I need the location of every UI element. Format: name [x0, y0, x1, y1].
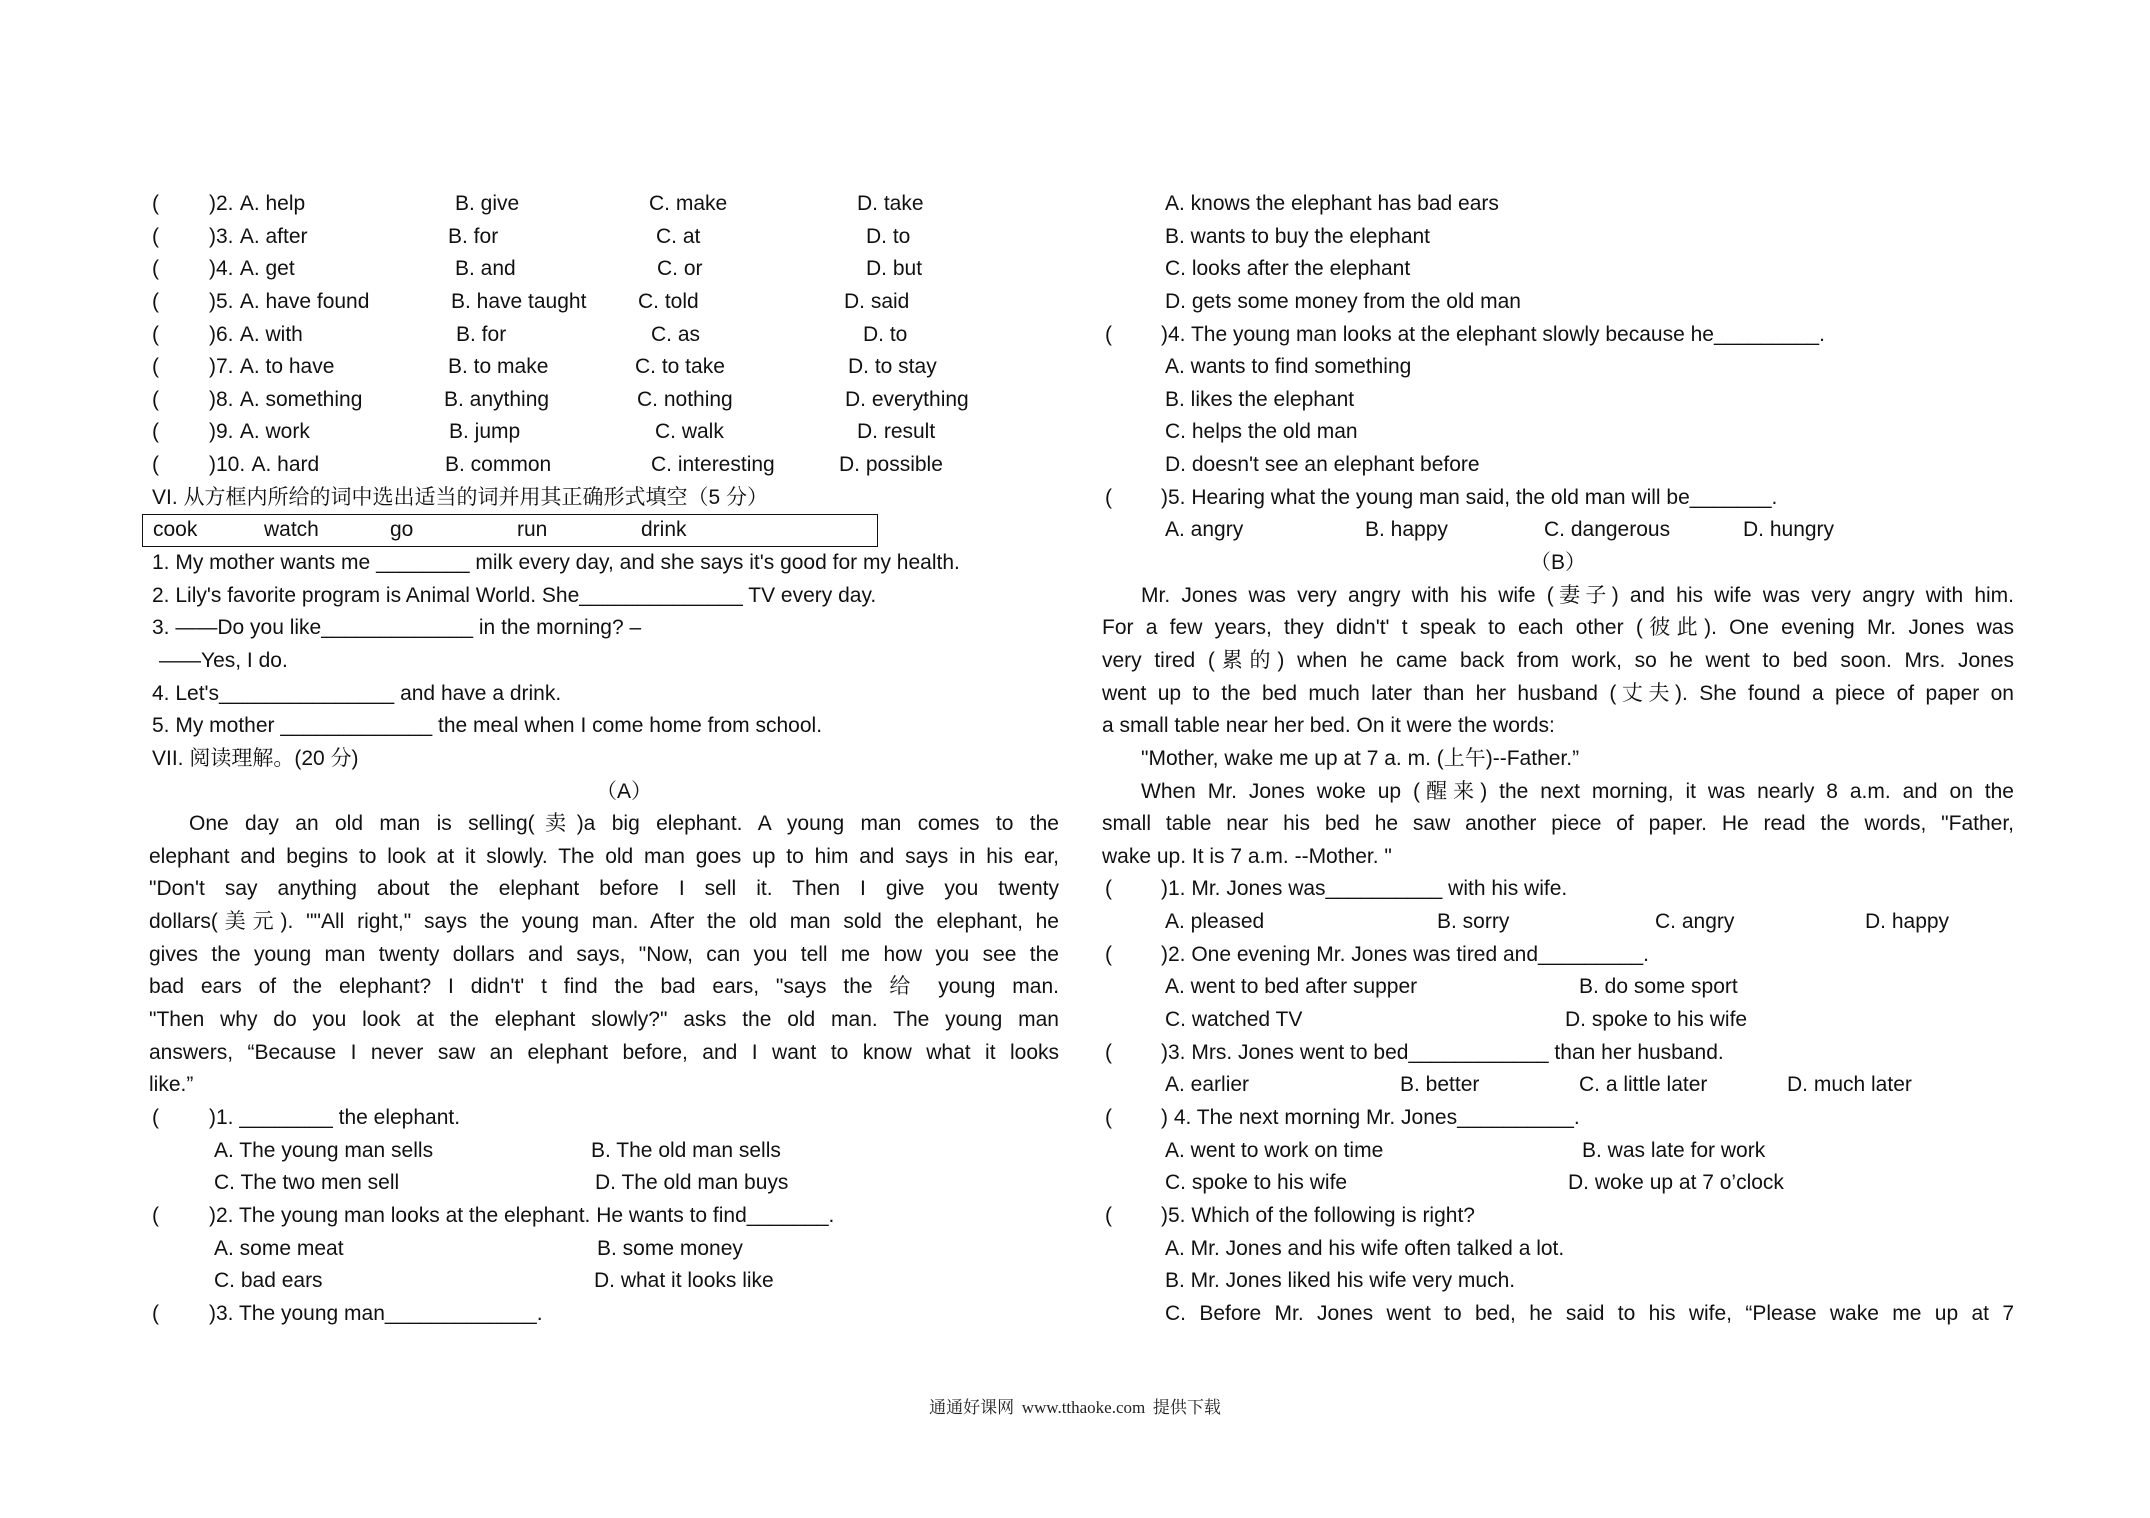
passage-line — [149, 1069, 1059, 1102]
option-d: D. doesn't see an elephant before — [1165, 453, 1480, 477]
option-c: C. Before Mr. Jones went to bed, he said to his wife, “Please wake me up at 7 — [1165, 1301, 2014, 1325]
word-box — [142, 514, 878, 547]
passage-label: （B） — [1529, 551, 1586, 575]
option-d: D. woke up at 7 o’clock — [1568, 1171, 1784, 1195]
question-text: )5. Hearing what the young man said, the old man will be_______. — [1161, 485, 1778, 509]
option-a: A. some meat — [214, 1236, 344, 1260]
option-c: C. as — [651, 322, 701, 346]
question-text: )3. Mrs. Jones went to bed____________ than her husband. — [1161, 1040, 1724, 1064]
passage-line-text: "Mother, wake me up at 7 a. m. (上午)--Father.” — [1141, 746, 1580, 770]
fill-blank-item: 3. ——Do you like_____________ in the morning? – — [152, 616, 642, 640]
option-b: B. have taught — [451, 289, 587, 313]
passage-line: "Don't say anything about the elephant before I sell it. Then I give you twenty — [149, 877, 1059, 901]
answer-paren: ( — [1105, 1203, 1112, 1227]
option-b: B. for — [456, 322, 507, 346]
passage-line: "Then why do you look at the elephant slowly?" asks the old man. The young man — [149, 1008, 1059, 1032]
cloze-row — [149, 221, 1059, 254]
option-c: C. a little later — [1579, 1073, 1708, 1097]
answer-paren: ( — [152, 322, 159, 346]
cloze-row — [149, 351, 1059, 384]
option-b: B. likes the elephant — [1165, 387, 1355, 411]
option-row — [1102, 1167, 2014, 1200]
passage-line — [1102, 841, 2014, 874]
option-row — [149, 1233, 1059, 1266]
question-number: )9. — [209, 420, 234, 444]
option-b: B. do some sport — [1579, 975, 1738, 999]
option-row — [149, 1135, 1059, 1168]
word-box-word: run — [517, 518, 548, 542]
option-b: B. better — [1400, 1073, 1480, 1097]
question-number-and-option-a — [209, 449, 319, 482]
option-b: B. and — [455, 257, 516, 281]
option-a: A. wants to find something — [1165, 355, 1412, 379]
question-text: )1. Mr. Jones was__________ with his wife. — [1161, 877, 1568, 901]
question-stem — [1102, 319, 2014, 352]
option-a: A. went to bed after supper — [1165, 975, 1418, 999]
option-d: D. to — [863, 322, 908, 346]
option-row — [1102, 1135, 2014, 1168]
cloze-row — [149, 449, 1059, 482]
question-number: )2. — [209, 192, 234, 215]
option-a: A. knows the elephant has bad ears — [1165, 192, 1499, 215]
option-row — [1102, 384, 2014, 417]
option-c: C. make — [649, 192, 728, 215]
option-a: A. help — [239, 192, 306, 215]
cloze-row — [149, 253, 1059, 286]
option-c: C. to take — [635, 355, 725, 379]
option-b: B. anything — [444, 387, 550, 411]
passage-label: （A） — [595, 779, 652, 803]
option-b: B. happy — [1365, 518, 1448, 542]
question-number: )7. — [209, 355, 234, 379]
option-b: B. for — [448, 224, 499, 248]
option-a: A. get — [239, 257, 295, 281]
option-d: D. to stay — [848, 355, 937, 379]
option-row — [149, 1265, 1059, 1298]
question-number: )6. — [209, 322, 234, 346]
option-c: C. angry — [1655, 910, 1735, 934]
answer-paren: ( — [1105, 1040, 1112, 1064]
option-b: B. to make — [448, 355, 549, 379]
answer-paren: ( — [152, 224, 159, 248]
option-d: D. said — [844, 289, 910, 313]
option-b: B. give — [455, 192, 520, 215]
answer-paren: ( — [152, 289, 159, 313]
option-d: D. The old man buys — [595, 1171, 789, 1195]
question-number-and-option-a — [209, 188, 305, 221]
question-number: )5. — [209, 289, 234, 313]
question-number-and-option-a — [209, 221, 308, 254]
option-c: C. told — [638, 289, 699, 313]
question-number-and-option-a — [209, 286, 369, 319]
word-box-word: go — [390, 518, 414, 542]
option-c: C. spoke to his wife — [1165, 1171, 1348, 1195]
option-d: D. happy — [1865, 910, 1950, 934]
question-number-and-option-a — [209, 319, 303, 352]
question-text: )3. The young man_____________. — [209, 1301, 543, 1325]
cloze-row — [149, 416, 1059, 449]
option-d: D. possible — [839, 453, 943, 477]
option-a: A. earlier — [1165, 1073, 1250, 1097]
option-c: C. nothing — [637, 387, 733, 411]
option-row — [1102, 449, 2014, 482]
option-c: C. or — [657, 257, 703, 281]
fill-blank-item: 4. Let's_______________ and have a drink. — [152, 681, 562, 705]
option-b: B. The old man sells — [591, 1138, 781, 1162]
answer-paren: ( — [152, 1203, 159, 1227]
question-stem — [1102, 1037, 2014, 1070]
option-row — [1102, 514, 2014, 547]
cloze-row — [149, 188, 1059, 221]
option-a: A. have found — [239, 289, 370, 313]
option-a: A. Mr. Jones and his wife often talked a lot. — [1165, 1236, 1565, 1260]
option-row — [149, 1167, 1059, 1200]
cloze-row — [149, 384, 1059, 417]
word-box-word: cook — [153, 518, 198, 542]
option-d: D. what it looks like — [594, 1269, 774, 1293]
passage-line — [1102, 743, 2014, 776]
option-b: B. was late for work — [1582, 1138, 1766, 1162]
question-number-and-option-a — [209, 351, 334, 384]
option-d: D. hungry — [1743, 518, 1835, 542]
option-row — [1102, 1265, 2014, 1298]
question-number: )10. — [209, 453, 246, 477]
footer-url: www.tthaoke.com — [1021, 1398, 1146, 1417]
question-stem — [149, 1298, 1059, 1331]
passage-line: bad ears of the elephant? I didn't' t find the bad ears, "says the 给 young man. — [149, 975, 1059, 999]
question-stem — [1102, 482, 2014, 515]
question-stem — [1102, 873, 2014, 906]
question-stem — [149, 1102, 1059, 1135]
question-text: )1. ________ the elephant. — [209, 1105, 461, 1129]
option-d: D. much later — [1787, 1073, 1912, 1097]
option-c: C. helps the old man — [1165, 420, 1358, 444]
answer-paren: ( — [152, 1105, 159, 1129]
passage-line: went up to the bed much later than her husband (丈夫). She found a piece of paper on — [1102, 681, 2014, 705]
option-row — [1102, 1004, 2014, 1037]
answer-paren: ( — [152, 387, 159, 411]
left-column — [149, 188, 1059, 1330]
option-d: D. to — [866, 224, 911, 248]
option-b: B. wants to buy the elephant — [1165, 224, 1431, 248]
option-row — [1102, 971, 2014, 1004]
option-a: A. with — [239, 322, 303, 346]
answer-paren: ( — [1105, 942, 1112, 966]
word-box-word: drink — [641, 518, 687, 542]
question-text: )4. The young man looks at the elephant slowly because he_________. — [1161, 322, 1825, 346]
cloze-row — [149, 319, 1059, 352]
passage-line: elephant and begins to look at it slowly. The old man goes up to him and says in his ear, — [149, 844, 1059, 868]
option-c: C. bad ears — [214, 1269, 323, 1293]
option-c: C. The two men sell — [214, 1171, 400, 1195]
cloze-row — [149, 286, 1059, 319]
option-d: D. but — [866, 257, 923, 281]
option-c: C. interesting — [651, 453, 775, 477]
word-box-row — [149, 514, 1059, 547]
option-row — [1102, 253, 2014, 286]
option-a: A. to have — [239, 355, 335, 379]
fill-blank-item: 5. My mother _____________ the meal when I come home from school. — [152, 714, 823, 738]
right-column — [1102, 188, 2014, 1330]
option-b: B. Mr. Jones liked his wife very much. — [1165, 1269, 1516, 1293]
option-b: B. sorry — [1437, 910, 1510, 934]
option-a: A. hard — [251, 453, 320, 477]
question-text: )5. Which of the following is right? — [1161, 1203, 1475, 1227]
option-c: C. watched TV — [1165, 1008, 1303, 1032]
answer-paren: ( — [152, 420, 159, 444]
answer-paren: ( — [152, 192, 159, 215]
option-row — [1102, 1069, 2014, 1102]
answer-paren: ( — [152, 257, 159, 281]
option-row — [1102, 906, 2014, 939]
option-row — [1102, 416, 2014, 449]
option-a: A. something — [239, 387, 363, 411]
passage-line: Mr. Jones was very angry with his wife (妻子) and his wife was very angry with him. — [1141, 583, 2014, 607]
option-a: A. work — [239, 420, 310, 444]
question-number: )3. — [209, 224, 234, 248]
footer-site-name: 通通好课网 — [929, 1398, 1015, 1417]
option-b: B. some money — [597, 1236, 743, 1260]
option-row — [1102, 351, 2014, 384]
option-d: D. result — [857, 420, 936, 444]
answer-paren: ( — [1105, 322, 1112, 346]
option-row — [1102, 286, 2014, 319]
question-stem — [1102, 1200, 2014, 1233]
passage-line: small table near his bed he saw another piece of paper. He read the words, "Father, — [1102, 812, 2014, 836]
question-text: )2. One evening Mr. Jones was tired and_________. — [1161, 942, 1649, 966]
option-a: A. pleased — [1165, 910, 1265, 934]
option-row — [1102, 1233, 2014, 1266]
answer-paren: ( — [152, 355, 159, 379]
passage-line-text: like.” — [149, 1073, 194, 1097]
word-box-word: watch — [264, 518, 319, 542]
passage-line: One day an old man is selling(卖)a big elephant. A young man comes to the — [189, 812, 1059, 836]
question-number: )4. — [209, 257, 234, 281]
answer-paren: ( — [1105, 1105, 1112, 1129]
section-heading: VII. 阅读理解。(20 分) — [152, 746, 359, 770]
page-footer — [0, 1396, 2150, 1420]
answer-paren: ( — [1105, 877, 1112, 901]
passage-line: For a few years, they didn't' t speak to each other (彼此). One evening Mr. Jones was — [1102, 616, 2014, 640]
question-stem — [149, 1200, 1059, 1233]
option-a: A. angry — [1165, 518, 1244, 542]
question-stem — [1102, 939, 2014, 972]
option-d: D. take — [857, 192, 924, 215]
question-number-and-option-a — [209, 253, 295, 286]
option-a: A. went to work on time — [1165, 1138, 1384, 1162]
passage-line — [1102, 710, 2014, 743]
option-d: D. gets some money from the old man — [1165, 289, 1521, 313]
question-text: ) 4. The next morning Mr. Jones__________. — [1161, 1105, 1580, 1129]
passage-line: very tired (累的) when he came back from work, so he went to bed soon. Mrs. Jones — [1102, 648, 2014, 672]
answer-paren: ( — [152, 1301, 159, 1325]
fill-blank-item: 2. Lily's favorite program is Animal World. She______________ TV every day. — [152, 583, 877, 607]
question-number-and-option-a — [209, 416, 310, 449]
option-row — [1102, 188, 2014, 221]
question-number: )8. — [209, 387, 234, 411]
passage-line-text: wake up. It is 7 a.m. --Mother. " — [1102, 844, 1392, 868]
option-d: D. everything — [845, 387, 969, 411]
question-number-and-option-a — [209, 384, 362, 417]
option-c: C. at — [656, 224, 701, 248]
passage-line: answers, “Because I never saw an elephant before, and I want to know what it looks — [149, 1040, 1059, 1064]
passage-line: When Mr. Jones woke up (醒来) the next morning, it was nearly 8 a.m. and on the — [1141, 779, 2014, 803]
question-text: )2. The young man looks at the elephant. He wants to find_______. — [209, 1203, 835, 1227]
fill-blank-item-continued: ——Yes, I do. — [159, 648, 288, 672]
option-b: B. common — [445, 453, 552, 477]
footer-note: 提供下载 — [1152, 1398, 1221, 1417]
passage-line: dollars(美元). ""All right," says the young man. After the old man sold the elephant, he — [149, 910, 1059, 934]
passage-line: gives the young man twenty dollars and says, "Now, can you tell me how you see the — [149, 942, 1059, 966]
option-c: C. looks after the elephant — [1165, 257, 1411, 281]
option-b: B. jump — [449, 420, 521, 444]
fill-blank-item: 1. My mother wants me ________ milk every day, and she says it's good for my health. — [152, 551, 960, 575]
option-row — [1102, 221, 2014, 254]
passage-line-text: a small table near her bed. On it were the words: — [1102, 714, 1555, 738]
option-a: A. The young man sells — [214, 1138, 434, 1162]
answer-paren: ( — [1105, 485, 1112, 509]
answer-paren: ( — [152, 453, 159, 477]
option-c: C. walk — [655, 420, 724, 444]
option-a: A. after — [239, 224, 308, 248]
section-heading: VI. 从方框内所给的词中选出适当的词并用其正确形式填空（5 分） — [152, 485, 769, 509]
option-c: C. dangerous — [1544, 518, 1671, 542]
option-d: D. spoke to his wife — [1565, 1008, 1748, 1032]
question-stem — [1102, 1102, 2014, 1135]
